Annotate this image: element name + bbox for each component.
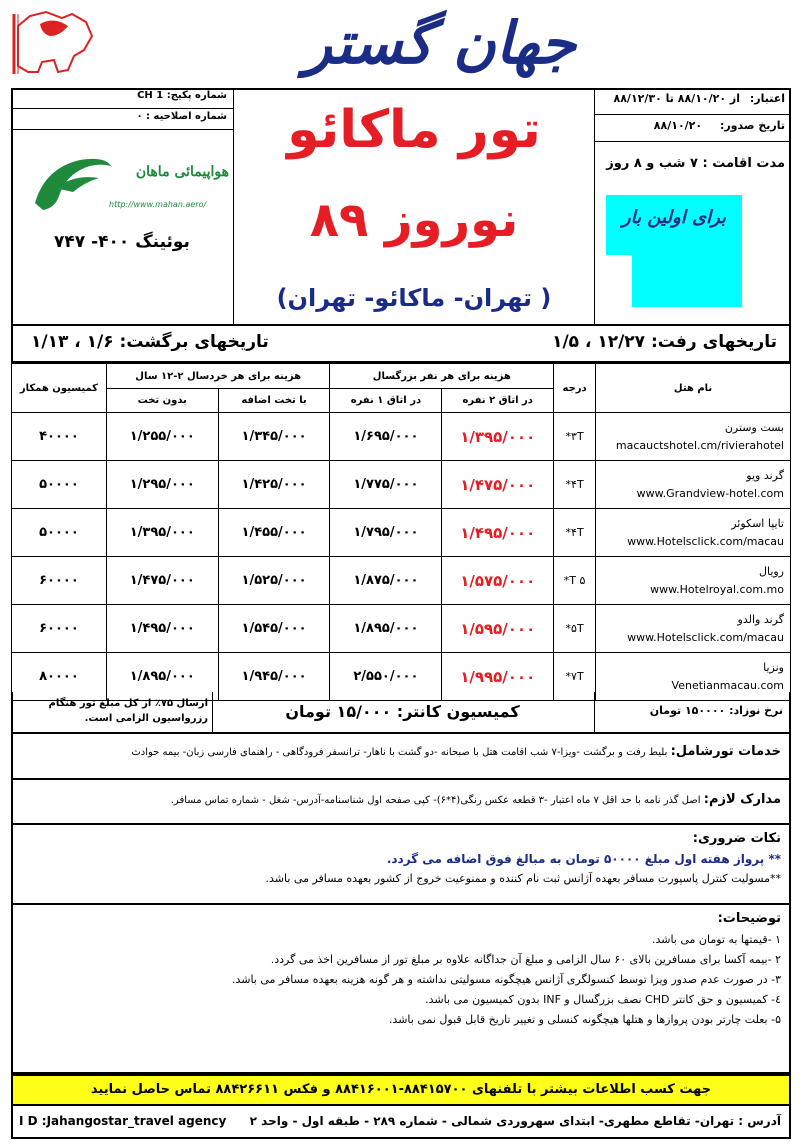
documents-text: اصل گذر نامه با حد اقل ۷ ماه اعتبار -۳ قطعه عکس رنگی(۴*۶)- کپی صفحه اول شناسنامه-آدرس- شغل - شماره تماس مسافر. [170, 795, 701, 806]
commission-value: ۶۰۰۰۰ [12, 557, 107, 605]
child-no-bed-price: ۱/۳۹۵/۰۰۰ [106, 509, 218, 557]
explanation-item: ۳- در صورت عدم صدور ویزا توسط کنسولگری آژانس هیچگونه مسولیتی نداشته و هر گونه هزینه بعهده مسافر می باشد. [231, 973, 781, 986]
notes-label: نکات ضروری: [692, 831, 781, 846]
grade-cell: ۷T* [554, 653, 596, 701]
issue-row [595, 115, 791, 142]
hotel-url: www.Hotelsclick.com/macau [627, 630, 784, 644]
grade-cell: ۳T* [554, 413, 596, 461]
address-text: آدرس : تهران- تقاطع مطهری- ابتدای سهروردی شمالی - شماره ۲۸۹ - طبقه اول - واحد ۲ [249, 1114, 781, 1128]
table-row [12, 461, 791, 509]
single-room-price: ۲/۵۵۰/۰۰۰ [330, 653, 442, 701]
hotel-cell [596, 413, 791, 461]
deposit-note: ارسال ۷۵٪ از کل مبلغ تور هنگام رزرواسیون الزامی است. [48, 698, 208, 724]
hotel-url: www.Hotelsclick.com/macau [627, 534, 784, 548]
double-room-price: ۱/۴۹۵/۰۰۰ [442, 509, 554, 557]
price-table [11, 363, 791, 701]
grade-cell: ۴T* [554, 461, 596, 509]
tour-subtitle: نوروز ۸۹ [309, 192, 519, 248]
explanations-section [11, 905, 791, 1074]
header-double: در اتاق ۲ نفره [442, 389, 554, 413]
issue-value: ۸۸/۱۰/۲۰ [653, 119, 703, 132]
header-commission: کمیسیون همکار [12, 364, 107, 413]
explanation-item: ٤- کمیسیون و حق کانتر CHD نصف بزرگسال و INF بدون کمیسیون می باشد. [425, 993, 781, 1006]
single-room-price: ۱/۸۹۵/۰۰۰ [330, 605, 442, 653]
documents-section [11, 780, 791, 825]
table-row [12, 557, 791, 605]
issue-label: تاریخ صدور: [719, 119, 785, 132]
services-section [11, 734, 791, 780]
address-row [11, 1106, 791, 1139]
first-time-label: برای اولین بار [621, 207, 727, 228]
notes-line-1: ** پرواز هفته اول مبلغ ۵۰۰۰۰ تومان به مبالغ فوق اضافه می گردد. [386, 852, 781, 866]
services-label: خدمات تورشامل: [670, 744, 781, 759]
contact-banner [11, 1074, 791, 1106]
header-adult: هزینه برای هر نفر بزرگسال [330, 364, 554, 389]
child-with-bed-price: ۱/۴۲۵/۰۰۰ [218, 461, 330, 509]
commission-value: ۶۰۰۰۰ [12, 605, 107, 653]
hotel-url: www.Hotelroyal.com.mo [650, 582, 784, 596]
explanation-item: ۲ -بیمه آکسا برای مسافرین بالای ۶۰ سال الزامی و مبلغ آن جداگانه علاوه بر مبلغ تور از مسافرین اخذ می گردد. [270, 953, 781, 966]
child-with-bed-price: ۱/۵۴۵/۰۰۰ [218, 605, 330, 653]
lion-logo-icon [10, 6, 98, 78]
departure-dates: تاریخهای رفت: ۱۲/۲۷ ، ۱/۵ [552, 332, 777, 352]
hotel-url: macauctshotel.cm/rivierahotel [615, 438, 784, 452]
child-no-bed-price: ۱/۸۹۵/۰۰۰ [106, 653, 218, 701]
validity-row [595, 88, 791, 115]
explanations-list [21, 933, 781, 1026]
child-no-bed-price: ۱/۴۷۵/۰۰۰ [106, 557, 218, 605]
double-room-price: ۱/۹۹۵/۰۰۰ [442, 653, 554, 701]
mahan-bird-icon [25, 148, 115, 218]
agency-id: I D :Jahangostar_travel agency [19, 1114, 227, 1128]
hotel-cell [596, 605, 791, 653]
documents-label: مدارک لازم: [703, 792, 781, 807]
commission-value: ۵۰۰۰۰ [12, 461, 107, 509]
header-child: هزینه برای هر خردسال ۲-۱۲ سال [106, 364, 330, 389]
hotel-name: گرند ویو [746, 468, 784, 482]
explanation-item: ۵- بعلت چارتر بودن پروازها و هتلها هیچگونه کنسلی و تغییر تاریخ قابل قبول نمی باشد. [388, 1013, 781, 1026]
counter-commission: کمیسیون کانتر: ۱۵/۰۰۰ تومان [212, 692, 592, 732]
commission-value: ۸۰۰۰۰ [12, 653, 107, 701]
contact-text: جهت کسب اطلاعات بیشتر با تلفنهای ۸۸۴۱۵۷۰۰-۸۸۴۱۶۰۰۱ و فکس ۸۸۴۲۶۶۱۱ تماس حاصل نمایید [90, 1082, 712, 1097]
top-left-panel [11, 88, 234, 326]
double-room-price: ۱/۳۹۵/۰۰۰ [442, 413, 554, 461]
package-number: شماره پکیج: CH 1 [11, 88, 233, 109]
single-room-price: ۱/۷۹۵/۰۰۰ [330, 509, 442, 557]
explanation-item: ۱ -قیمتها به تومان می باشد. [651, 933, 781, 946]
child-with-bed-price: ۱/۴۵۵/۰۰۰ [218, 509, 330, 557]
return-dates: تاریخهای برگشت: ۱/۶ ، ۱/۱۳ [31, 332, 269, 352]
double-room-price: ۱/۵۷۵/۰۰۰ [442, 557, 554, 605]
hotel-cell [596, 557, 791, 605]
header-grade: درجه [554, 364, 596, 413]
dates-row [11, 326, 791, 363]
summary-row [11, 692, 791, 734]
grade-cell: ۵T* [554, 605, 596, 653]
tour-title: تور ماکائو [287, 100, 541, 160]
services-text: بلیط رفت و برگشت -ویزا-۷ شب اقامت هتل با صبحانه -دو گشت با ناهار- ترانسفر فرودگاهی - راهنمای فارسی زبان- بیمه حوادث [131, 747, 668, 758]
hotel-url: Venetianmacau.com [671, 678, 784, 692]
child-no-bed-price: ۱/۲۵۵/۰۰۰ [106, 413, 218, 461]
grade-cell: ۴T* [554, 509, 596, 557]
child-no-bed-price: ۱/۴۹۵/۰۰۰ [106, 605, 218, 653]
revision-number: شماره اصلاحیه : ۰ [11, 109, 233, 130]
tour-route: ( تهران- ماکائو- تهران) [276, 284, 552, 312]
grade-cell: ۵ T* [554, 557, 596, 605]
commission-value: ۵۰۰۰۰ [12, 509, 107, 557]
child-with-bed-price: ۱/۹۴۵/۰۰۰ [218, 653, 330, 701]
table-row [12, 413, 791, 461]
single-room-price: ۱/۶۹۵/۰۰۰ [330, 413, 442, 461]
table-row [12, 509, 791, 557]
company-logo-text: جهان گستر [304, 9, 576, 77]
infant-rate: نرخ نوزاد: ۱۵۰۰۰۰ تومان [594, 692, 789, 732]
notes-line-2: **مسولیت کنترل پاسپورت مسافر بعهده آژانس ثبت نام کننده و ممنوعیت خروج از کشور بعهده مسافر می باشد. [265, 872, 781, 885]
double-room-price: ۱/۴۷۵/۰۰۰ [442, 461, 554, 509]
aircraft-type: بوئینگ ۴۰۰- ۷۴۷ [54, 232, 190, 252]
hotel-cell [596, 461, 791, 509]
hotel-name: گرند والدو [737, 612, 784, 626]
header-single: در اتاق ۱ نفره [330, 389, 442, 413]
hotel-name: رویال [758, 564, 784, 578]
hotel-cell [596, 509, 791, 557]
hotel-url: www.Grandview-hotel.com [636, 486, 784, 500]
hotel-name: ونزیا [763, 660, 784, 674]
child-with-bed-price: ۱/۳۴۵/۰۰۰ [218, 413, 330, 461]
notes-section [11, 825, 791, 905]
commission-value: ۴۰۰۰۰ [12, 413, 107, 461]
single-room-price: ۱/۸۷۵/۰۰۰ [330, 557, 442, 605]
airline-url: http://www.mahan.aero/ [109, 200, 207, 209]
hotel-name: تایپا اسکوئر [731, 516, 784, 530]
header-hotel: نام هتل [596, 364, 791, 413]
hotel-name: بست وسترن [724, 420, 784, 434]
child-no-bed-price: ۱/۲۹۵/۰۰۰ [106, 461, 218, 509]
airline-name: هواپیمائی ماهان [135, 164, 229, 180]
stay-duration: مدت اقامت : ۷ شب و ۸ روز [606, 156, 785, 171]
child-with-bed-price: ۱/۵۲۵/۰۰۰ [218, 557, 330, 605]
double-room-price: ۱/۵۹۵/۰۰۰ [442, 605, 554, 653]
airline-logo [11, 130, 233, 230]
explanations-label: توضیحات: [717, 911, 781, 926]
validity-value: از ۸۸/۱۰/۲۰ تا ۸۸/۱۲/۳۰ [613, 92, 741, 105]
single-room-price: ۱/۷۷۵/۰۰۰ [330, 461, 442, 509]
table-row [12, 605, 791, 653]
header-with-bed: با تخت اضافه [218, 389, 330, 413]
header-no-bed: بدون تخت [106, 389, 218, 413]
validity-label: اعتبار: [749, 92, 785, 105]
